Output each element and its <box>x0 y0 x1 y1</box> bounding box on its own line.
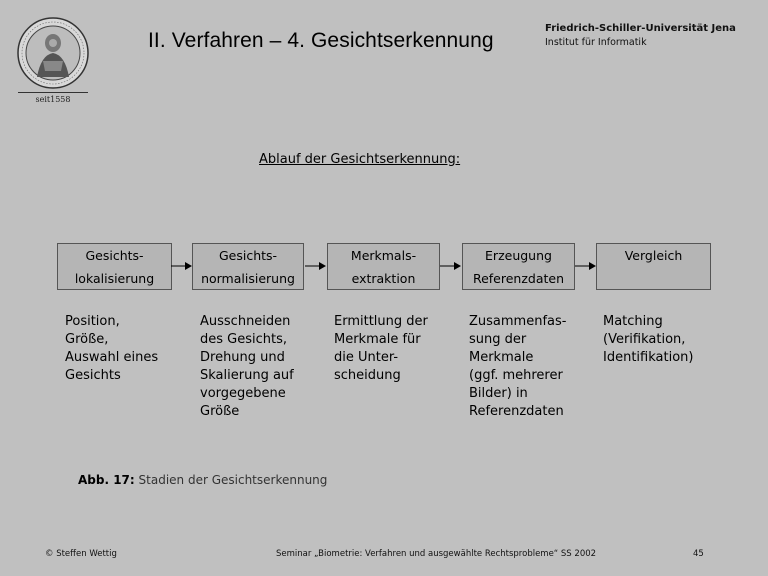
stage-description: Ermittlung der Merkmale für die Unter- scheidung <box>334 314 428 383</box>
institute-name: Institut für Informatik <box>545 37 647 48</box>
stage-label-line1: Gesichts- <box>218 248 278 263</box>
flow-arrow-icon <box>440 260 462 272</box>
stage-box-extraktion <box>327 243 440 290</box>
stage-description: Zusammenfas- sung der Merkmale (ggf. mehrerer Bilder) in Referenzdaten <box>469 314 567 419</box>
diagram-subtitle: Ablauf der Gesichtserkennung: <box>259 152 461 167</box>
stage-label-line2: lokalisierung <box>74 271 155 286</box>
seal-underline <box>18 92 88 93</box>
flow-arrow-icon <box>171 260 193 272</box>
stage-label-line2: normalisierung <box>201 271 295 286</box>
footer-seminar: Seminar „Biometrie: Verfahren und ausgewählte Rechtsprobleme“ SS 2002 <box>276 549 597 559</box>
figure-label: Abb. 17: <box>78 473 135 487</box>
stage-label-line2: Referenzdaten <box>472 271 565 286</box>
stage-label-line1: Vergleich <box>624 248 683 263</box>
figure-caption <box>78 473 327 487</box>
stage-label-line1: Merkmals- <box>350 248 417 263</box>
flow-arrow-icon <box>305 260 327 272</box>
footer-page-number: 45 <box>693 549 704 559</box>
stage-label-line2: extraktion <box>351 271 416 286</box>
slide-title: II. Verfahren – 4. Gesichtserkennung <box>148 29 494 52</box>
stage-box-normalisierung <box>192 243 304 290</box>
stage-label-line1: Gesichts- <box>85 248 144 263</box>
seal-caption: seit1558 <box>35 95 71 104</box>
stage-box-vergleich <box>596 243 711 290</box>
footer-author: © Steffen Wettig <box>45 549 117 559</box>
university-seal-logo <box>17 17 89 89</box>
stage-box-lokalisierung <box>57 243 172 290</box>
stage-description: Ausschneiden des Gesichts, Drehung und Skalierung auf vorgegebene Größe <box>200 314 294 419</box>
stage-label-line1: Erzeugung <box>485 248 552 263</box>
figure-caption-text: Stadien der Gesichtserkennung <box>138 473 328 487</box>
stage-description: Position, Größe, Auswahl eines Gesichts <box>65 314 159 383</box>
flow-arrow-icon <box>575 260 597 272</box>
stage-description: Matching (Verifikation, Identifikation) <box>603 314 694 365</box>
university-name: Friedrich-Schiller-Universität Jena <box>545 23 736 34</box>
stage-box-referenzdaten <box>462 243 575 290</box>
